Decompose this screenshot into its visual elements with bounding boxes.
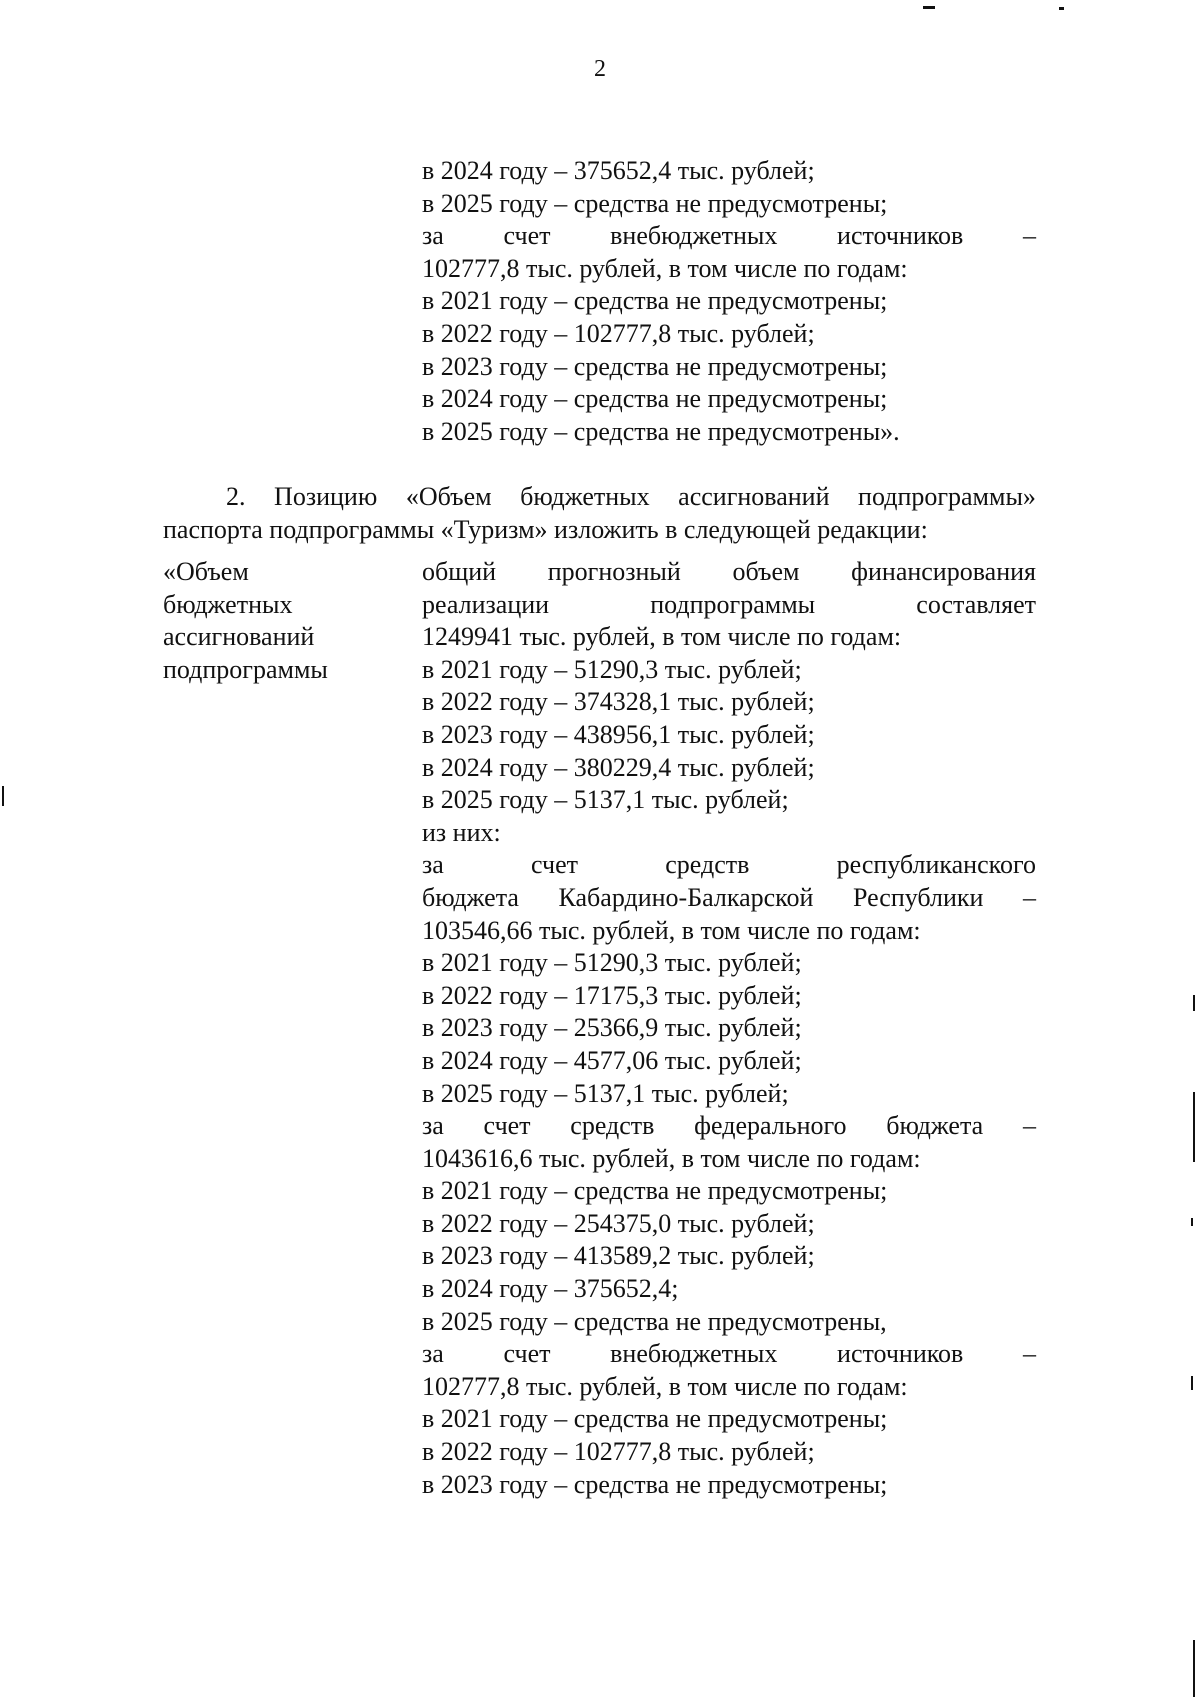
passport-position-label [163, 556, 403, 686]
text-line: в 2021 году – средства не предусмотрены; [422, 1176, 888, 1206]
text-line: 103546,66 тыс. рублей, в том числе по годам: [422, 915, 921, 945]
scan-mark [923, 6, 935, 9]
text-word: прогнозный [547, 557, 681, 586]
text-line: в 2024 году – 4577,06 тыс. рублей; [422, 1045, 802, 1075]
text-line: 1043616,6 тыс. рублей, в том числе по годам: [422, 1143, 921, 1173]
scan-mark [1191, 1376, 1193, 1390]
text-word: за [422, 1111, 444, 1141]
text-word: общий [422, 557, 497, 586]
scan-mark [1193, 1640, 1195, 1697]
text-line: паспорта подпрограммы «Туризм» изложить в следующей редакции: [163, 514, 928, 544]
text-line: в 2024 году – 375652,4; [422, 1274, 679, 1304]
text-line: в 2025 году – средства не предусмотрены». [422, 416, 900, 446]
text-word: внебюджетных [610, 221, 778, 251]
text-word: бюджета [886, 1111, 984, 1141]
page-number: 2 [594, 56, 606, 82]
text-word: счет [503, 1339, 551, 1369]
text-line [163, 481, 1036, 514]
text-line: в 2023 году – 413589,2 тыс. рублей; [422, 1241, 815, 1271]
text-line [422, 1338, 1036, 1371]
text-line: в 2025 году – средства не предусмотрены, [422, 1306, 887, 1336]
text-word: счет [531, 850, 579, 880]
text-line [422, 1110, 1036, 1143]
text-word: Республики [852, 882, 984, 912]
text-word: составляет [916, 589, 1036, 619]
text-line: в 2021 году – средства не предусмотрены; [422, 1404, 888, 1434]
text-word: за [422, 221, 444, 251]
text-line: в 2022 году – 102777,8 тыс. рублей; [422, 318, 815, 348]
text-word: 2. [226, 482, 246, 511]
text-word: бюджетных [520, 482, 650, 511]
scan-mark [1191, 1218, 1193, 1226]
text-word: Кабардино-Балкарской [558, 882, 814, 912]
text-word: счет [503, 221, 551, 251]
text-line: 102777,8 тыс. рублей, в том числе по годам: [422, 1371, 908, 1401]
text-word: республиканского [836, 850, 1036, 880]
text-line: в 2025 году – 5137,1 тыс. рублей; [422, 785, 789, 815]
text-word: счет [483, 1111, 531, 1141]
text-line: в 2022 году – 374328,1 тыс. рублей; [422, 687, 815, 717]
text-word: – [1023, 221, 1036, 251]
text-word: «Объем [405, 482, 492, 511]
text-word: бюджета [422, 882, 519, 912]
text-line: из них: [422, 817, 501, 847]
text-word: средств [665, 850, 750, 880]
text-line: в 2025 году – 5137,1 тыс. рублей; [422, 1078, 789, 1108]
text-line: ассигнований [163, 622, 315, 652]
text-line [422, 589, 1036, 622]
text-word: источников [837, 221, 964, 251]
text-word: финансирования [851, 557, 1036, 586]
scan-mark [2, 786, 4, 806]
text-line: в 2024 году – 375652,4 тыс. рублей; [422, 156, 815, 185]
text-word: реализации [422, 589, 550, 619]
text-word: подпрограммы» [858, 482, 1036, 511]
text-word: объем [732, 557, 800, 586]
passport-position-content [422, 556, 1036, 1501]
text-line: в 2023 году – средства не предусмотрены; [422, 351, 888, 381]
text-line: в 2023 году – 438956,1 тыс. рублей; [422, 719, 815, 749]
text-line: в 2022 году – 102777,8 тыс. рублей; [422, 1437, 815, 1467]
text-word: ассигнований [678, 482, 830, 511]
text-line: в 2021 году – средства не предусмотрены; [422, 286, 888, 316]
text-line: 102777,8 тыс. рублей, в том числе по годам: [422, 253, 908, 283]
continuation-block [422, 155, 1036, 448]
text-word: внебюджетных [610, 1339, 778, 1369]
text-line: в 2023 году – средства не предусмотрены; [422, 1469, 888, 1499]
text-word: – [1022, 882, 1036, 912]
scan-mark [1059, 7, 1064, 10]
text-word: подпрограммы [650, 589, 816, 619]
text-line: в 2024 году – 380229,4 тыс. рублей; [422, 752, 815, 782]
text-line [422, 556, 1036, 589]
text-line: в 2021 году – 51290,3 тыс. рублей; [422, 654, 802, 684]
text-line: в 2024 году – средства не предусмотрены; [422, 384, 888, 414]
text-line [422, 220, 1036, 253]
text-line: 1249941 тыс. рублей, в том числе по годам: [422, 622, 902, 652]
text-line [422, 882, 1036, 915]
text-line: бюджетных [163, 589, 293, 619]
text-line: в 2021 году – 51290,3 тыс. рублей; [422, 948, 802, 978]
text-word: источников [837, 1339, 964, 1369]
text-word: за [422, 1339, 444, 1369]
text-word: средств [570, 1111, 655, 1141]
text-line [422, 849, 1036, 882]
item-2-paragraph [163, 481, 1036, 546]
text-line: в 2022 году – 254375,0 тыс. рублей; [422, 1208, 815, 1238]
text-line: «Объем [163, 557, 249, 586]
text-word: за [422, 850, 444, 880]
text-word: федерального [694, 1111, 847, 1141]
text-line: подпрограммы [163, 654, 328, 684]
text-line: в 2025 году – средства не предусмотрены; [422, 188, 888, 218]
text-line: в 2022 году – 17175,3 тыс. рублей; [422, 980, 802, 1010]
scan-mark [1193, 995, 1195, 1011]
text-word: – [1023, 1339, 1036, 1369]
text-word: – [1022, 1111, 1036, 1141]
scan-mark [1193, 1092, 1195, 1162]
text-word: Позицию [274, 482, 378, 511]
text-line: в 2023 году – 25366,9 тыс. рублей; [422, 1013, 802, 1043]
